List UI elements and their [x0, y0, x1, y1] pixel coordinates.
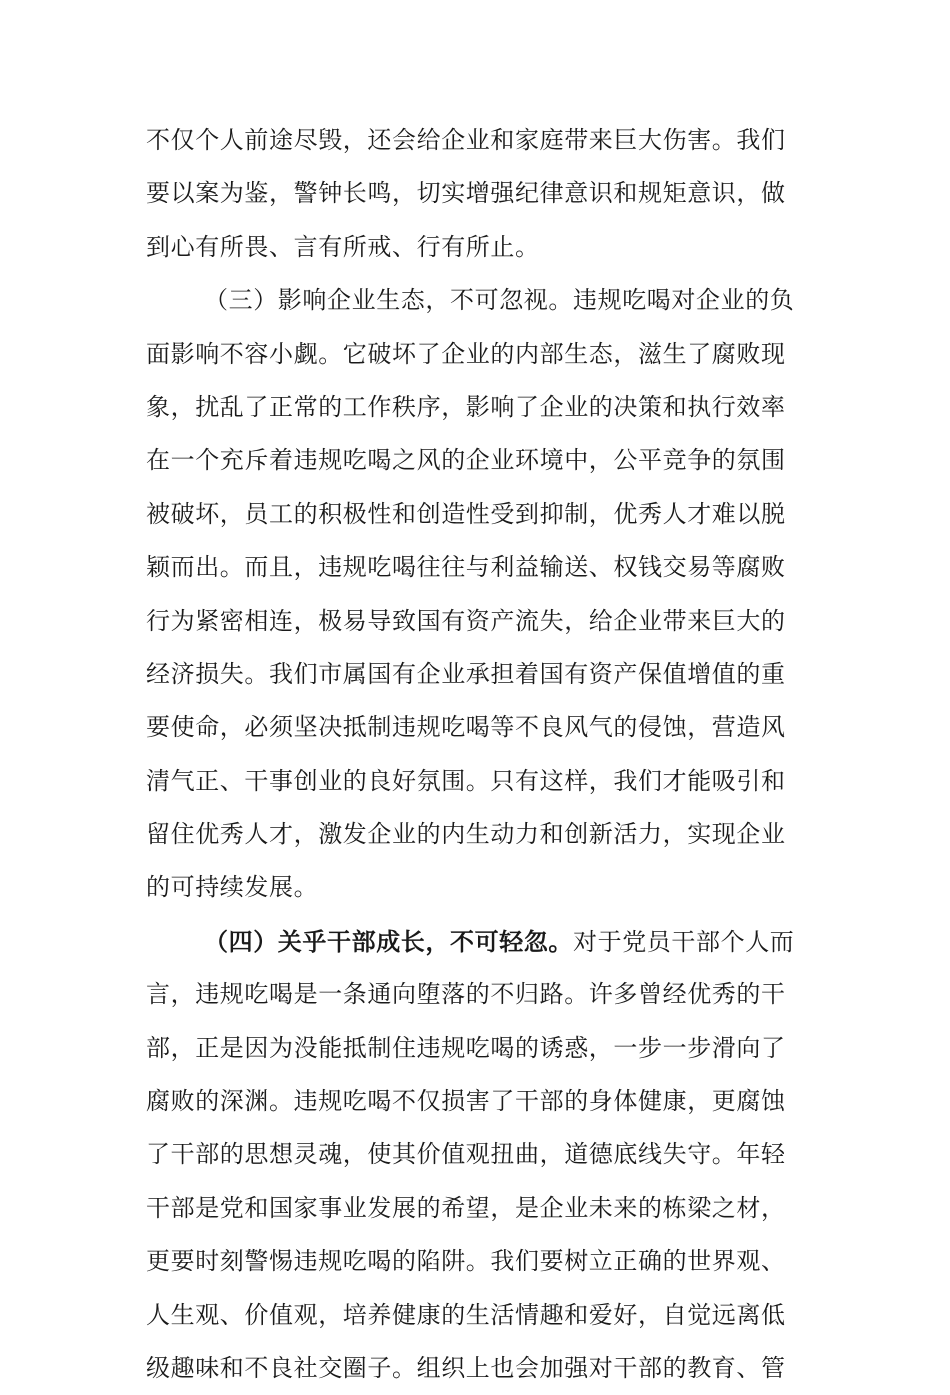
- text-line: 面影响不容小觑。它破坏了企业的内部生态，滋生了腐败现: [146, 339, 786, 368]
- text-line: 干部是党和国家事业发展的希望，是企业未来的栋梁之材，: [146, 1193, 786, 1222]
- section-four-heading-line: [146, 915, 806, 968]
- text-line: 行为紧密相连，极易导致国有资产流失，给企业带来巨大的: [146, 606, 786, 635]
- text-line: 更要时刻警惕违规吃喝的陷阱。我们要树立正确的世界观、: [146, 1247, 786, 1276]
- text-line: 颖而出。而且，违规吃喝往往与利益输送、权钱交易等腐败: [146, 553, 786, 582]
- text-line: 到心有所畏、言有所戒、行有所止。: [146, 232, 540, 261]
- text-line: 留住优秀人才，激发企业的内生动力和创新活力，实现企业: [146, 820, 786, 849]
- text-line: 的可持续发展。: [146, 873, 319, 902]
- text-line: 部，正是因为没能抵制住违规吃喝的诱惑，一步一步滑向了: [146, 1033, 786, 1062]
- document-body: [146, 114, 806, 1395]
- text-line: 不仅个人前途尽毁，还会给企业和家庭带来巨大伤害。我们: [146, 126, 786, 154]
- text-line: 清气正、干事创业的良好氛围。只有这样，我们才能吸引和: [146, 766, 786, 795]
- text-line: 经济损失。我们市属国有企业承担着国有资产保值增值的重: [146, 659, 786, 688]
- section-four-lead-text: 对于党员干部个人而: [573, 927, 795, 956]
- text-line: 了干部的思想灵魂，使其价值观扭曲，道德底线失守。年轻: [146, 1140, 786, 1169]
- text-line: 在一个充斥着违规吃喝之风的企业环境中，公平竞争的氛围: [146, 446, 786, 475]
- text-line: 要使命，必须坚决抵制违规吃喝等不良风气的侵蚀，营造风: [146, 713, 786, 742]
- text-line: 腐败的深渊。违规吃喝不仅损害了干部的身体健康，更腐蚀: [146, 1087, 786, 1116]
- text-line: 级趣味和不良社交圈子。组织上也会加强对干部的教育、管: [146, 1353, 786, 1382]
- section-four-heading: （四）关乎干部成长，不可轻忽。: [204, 926, 573, 956]
- text-line: 人生观、价值观，培养健康的生活情趣和爱好，自觉远离低: [146, 1300, 786, 1329]
- text-line: 要以案为鉴，警钟长鸣，切实增强纪律意识和规矩意识，做: [146, 179, 786, 208]
- section-three-heading-line: （三）影响企业生态，不可忽视。违规吃喝对企业的负: [204, 286, 795, 315]
- text-line: 言，违规吃喝是一条通向堕落的不归路。许多曾经优秀的干: [146, 980, 786, 1009]
- text-line: 象，扰乱了正常的工作秩序，影响了企业的决策和执行效率: [146, 392, 786, 421]
- text-line: 被破坏，员工的积极性和创造性受到抑制，优秀人才难以脱: [146, 499, 786, 528]
